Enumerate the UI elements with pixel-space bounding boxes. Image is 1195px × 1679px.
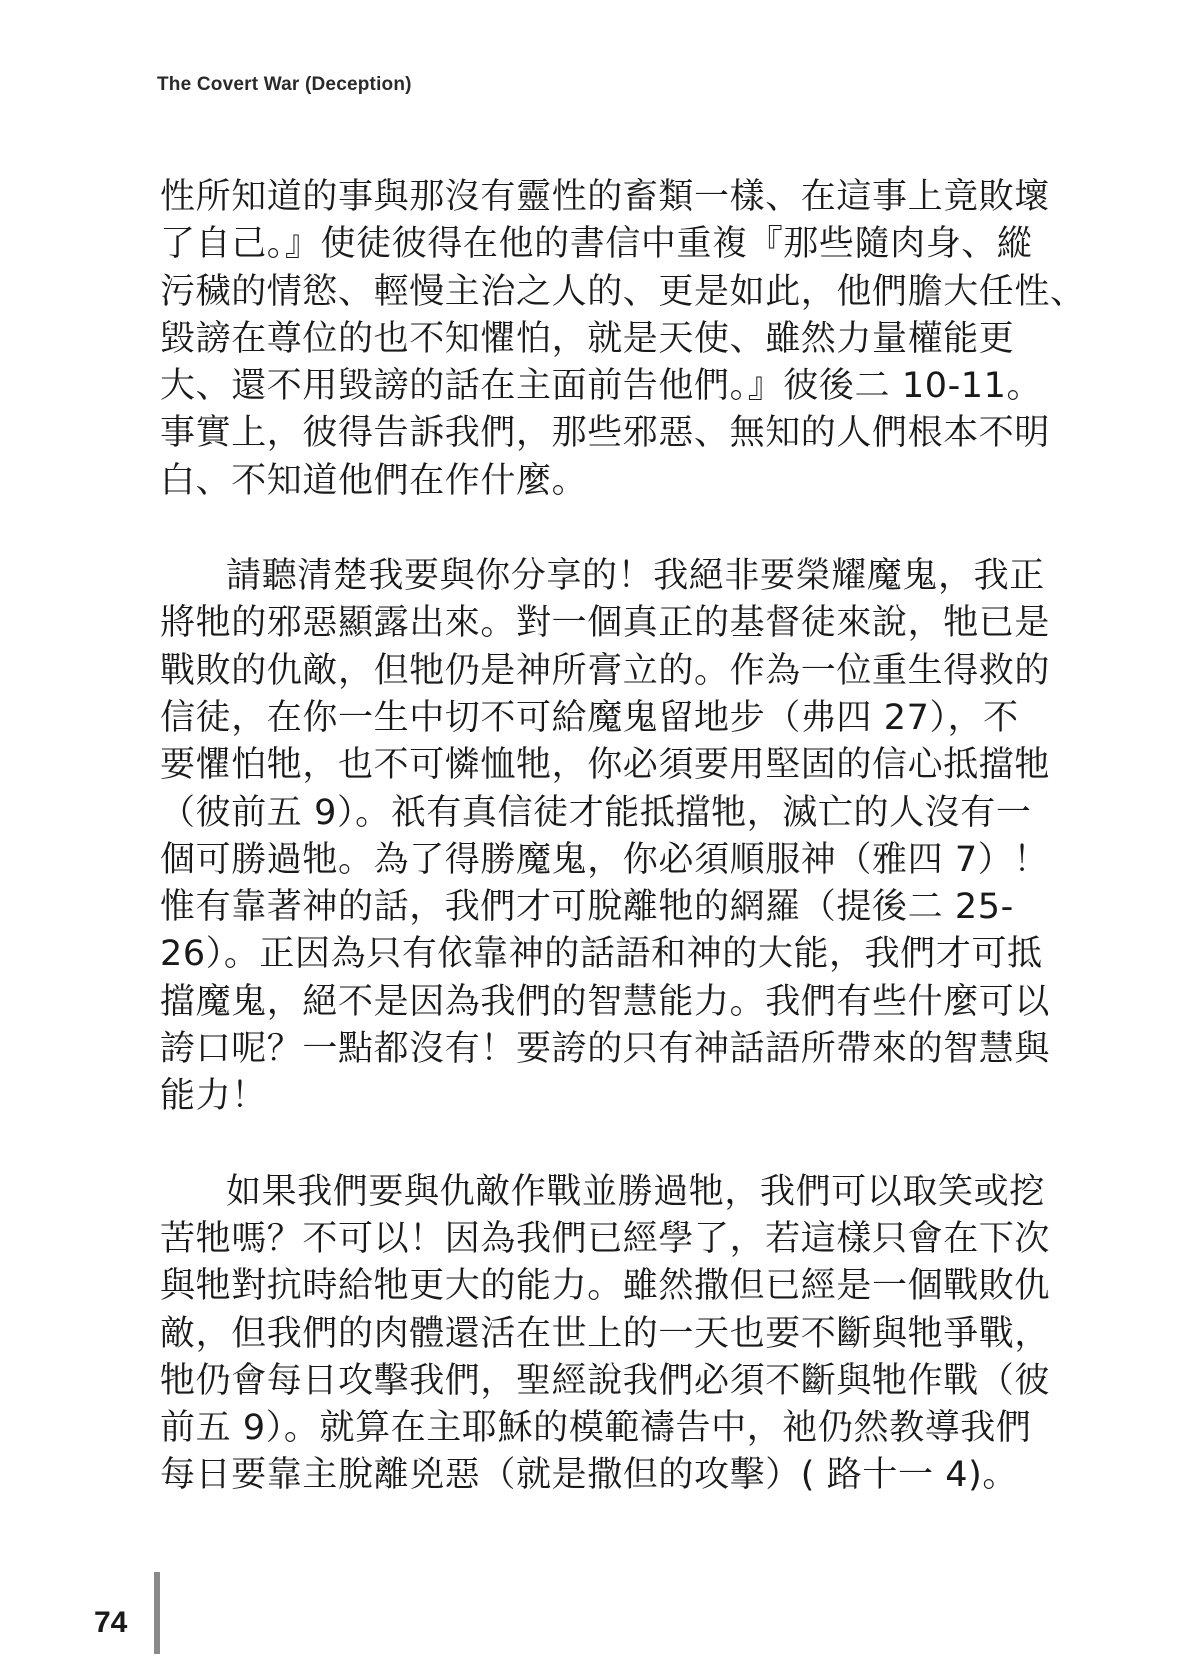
text-line: 信徒，在你一生中切不可給魔鬼留地步（弗四 27），不	[160, 697, 1019, 738]
text-line: 要懼怕牠，也不可憐恤牠，你必須要用堅固的信心抵擋牠	[160, 745, 1051, 786]
text-line: 個可勝過牠。為了得勝魔鬼，你必須順服神（雅四 7）！	[160, 839, 1049, 880]
text-line: 白、不知道他們在作什麼。	[160, 460, 588, 501]
text-line: 與牠對抗時給牠更大的能力。雖然撒但已經是一個戰敗仇	[160, 1266, 1051, 1307]
paragraph-2	[160, 553, 1051, 1121]
running-header-title: The Covert War (Deception)	[157, 74, 412, 95]
text-line: 性所知道的事與那沒有靈性的畜類一樣、在這事上竟敗壞	[160, 177, 1051, 217]
text-line: 毀謗在尊位的也不知懼怕，就是天使、雖然力量權能更	[160, 318, 1015, 359]
text-line: 牠仍會每日攻擊我們，聖經說我們必須不斷與牠作戰（彼	[160, 1360, 1051, 1401]
paragraph-1	[160, 174, 1086, 505]
text-line: 戰敗的仇敵，但牠仍是神所膏立的。作為一位重生得救的	[160, 650, 1051, 691]
body-text	[160, 174, 1086, 1500]
text-line: 將牠的邪惡顯露出來。對一個真正的基督徒來說，牠已是	[160, 603, 1051, 644]
text-line: （彼前五 9）。祇有真信徒才能抵擋牠，滅亡的人沒有一	[160, 792, 1032, 833]
footer-vertical-rule	[154, 1572, 160, 1654]
text-line: 每日要靠主脫離兇惡（就是撒但的攻擊）( 路十一 4)。	[160, 1455, 1019, 1496]
text-line: 擋魔鬼，絕不是因為我們的智慧能力。我們有些什麼可以	[160, 981, 1051, 1022]
text-line: 26）。正因為只有依靠神的話語和神的大能，我們才可抵	[160, 934, 1043, 975]
text-line: 大、還不用毀謗的話在主面前告他們。』彼後二 10-11。	[160, 366, 1043, 407]
text-line: 污穢的情慾、輕慢主治之人的、更是如此，他們膽大任性、	[160, 271, 1086, 312]
paragraph-3	[160, 1169, 1051, 1500]
text-line: 了自己。』使徒彼得在他的書信中重複『那些隨肉身、縱	[160, 224, 1033, 265]
text-line: 如果我們要與仇敵作戰並勝過牠，我們可以取笑或挖	[226, 1171, 1045, 1212]
text-line: 苦牠嗎？不可以！因為我們已經學了，若這樣只會在下次	[160, 1218, 1051, 1259]
page-number: 74	[94, 1606, 128, 1639]
text-line: 惟有靠著神的話，我們才可脫離牠的網羅（提後二 25-	[160, 887, 1014, 928]
text-line: 請聽清楚我要與你分享的！我絕非要榮耀魔鬼，我正	[226, 556, 1045, 597]
text-line: 能力！	[160, 1076, 267, 1117]
text-line: 誇口呢？一點都沒有！要誇的只有神話語所帶來的智慧與	[160, 1029, 1051, 1070]
text-line: 敵，但我們的肉體還活在世上的一天也要不斷與牠爭戰，	[160, 1313, 1051, 1354]
text-line: 事實上，彼得告訴我們，那些邪惡、無知的人們根本不明	[160, 413, 1051, 454]
text-line: 前五 9）。就算在主耶穌的模範禱告中，祂仍然教導我們	[160, 1408, 1032, 1449]
